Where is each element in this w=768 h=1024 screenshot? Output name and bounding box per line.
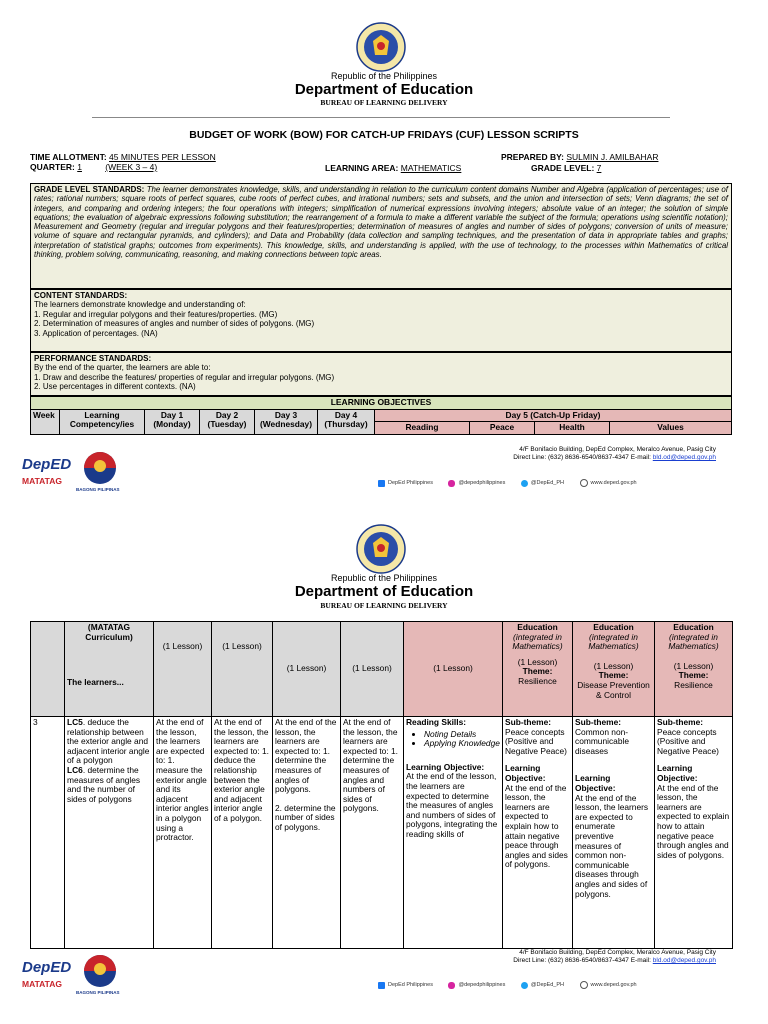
- learning-objective-label: Learning Objective:: [575, 773, 616, 793]
- theme-label: Theme:: [598, 670, 629, 681]
- performance-item: 2. Use percentages in different contexts. (NA): [34, 382, 196, 392]
- performance-item: 1. Draw and describe the features/ properties of regular and irregular polygons. (MG): [34, 372, 335, 382]
- instagram-icon: [448, 480, 455, 487]
- quarter-value: 1: [77, 162, 82, 172]
- peace-cell: [503, 717, 573, 949]
- grade-level: [531, 163, 601, 173]
- sub-reading: Reading: [375, 422, 470, 435]
- reading-objective: At the end of the lesson, the learners are expected to determine the measures of angles and numbers of sides of polygons, integrating the reading skills of: [406, 771, 498, 839]
- subtheme-label: Sub-theme:: [575, 717, 622, 727]
- page-2: [0, 510, 768, 1015]
- learning-area: [325, 163, 461, 173]
- facebook-label: DepEd Philippines: [388, 982, 433, 989]
- week-number: 3: [31, 717, 65, 949]
- health-header-cont: [573, 622, 655, 717]
- list-item: • Noting Details: [424, 730, 500, 740]
- instagram-link[interactable]: [448, 982, 505, 988]
- peace-objective: At the end of the lesson, the learners are expected to explain how to attain negative peace through angles and sides of polygons.: [505, 782, 568, 870]
- bagong-pilipinas-text: BAGONG PILIPINAS: [76, 487, 120, 492]
- email-link[interactable]: bld.od@deped.gov.ph: [652, 957, 716, 964]
- prepared-by-value: SULMIN J. AMILBAHAR: [566, 152, 659, 162]
- day1-cell: At the end of the lesson, the learners are expected to: 1. measure the exterior angle and its adjacent interior angles in a polygon using a protractor.: [154, 717, 212, 949]
- footer-address: [513, 949, 716, 965]
- republic-label: Republic of the Philippines: [330, 71, 438, 81]
- reading-cell: [404, 717, 503, 949]
- prepared-by: [501, 152, 658, 162]
- lc6-text: . determine the measures of angles and the number of sides of polygons: [67, 764, 141, 804]
- content-item: 1. Regular and irregular polygons and their features/properties. (MG): [34, 309, 278, 319]
- website-label: www.deped.gov.ph: [590, 480, 637, 487]
- facebook-icon: [378, 480, 385, 487]
- day2-lesson-count: (1 Lesson): [212, 622, 273, 717]
- sub-health: Health: [535, 422, 610, 435]
- address-line: 4/F Bonifacio Building, DepEd Complex, Meralco Avenue, Pasig City: [519, 446, 716, 453]
- list-item: • Applying Knowledge: [424, 739, 500, 749]
- facebook-link[interactable]: [378, 480, 433, 486]
- quarter-label: QUARTER:: [30, 162, 75, 172]
- values-subtheme: Peace concepts (Positive and Negative Peace): [657, 726, 719, 756]
- instagram-link[interactable]: [448, 480, 505, 486]
- globe-icon: [580, 479, 588, 487]
- grade-level-standards: [30, 183, 732, 289]
- learning-objective-label: Learning Objective:: [406, 761, 485, 772]
- day3-cell: [273, 717, 341, 949]
- sub-peace: Peace: [470, 422, 535, 435]
- values-header-cont: [655, 622, 733, 717]
- reading-skills-list: [406, 730, 500, 749]
- document-title: BUDGET OF WORK (BOW) FOR CATCH-UP FRIDAYS (CUF) LESSON SCRIPTS: [189, 129, 579, 141]
- week-header-cont: [31, 622, 65, 717]
- header-divider: [92, 117, 670, 118]
- bagong-pilipinas-icon: [80, 953, 120, 989]
- matatag-logo-text: MATATAG: [22, 979, 62, 989]
- health-cell: [573, 717, 655, 949]
- deped-matatag-logo: [22, 450, 152, 496]
- col-day2: Day 2 (Tuesday): [200, 409, 255, 434]
- health-lesson-count: (1 Lesson): [593, 660, 634, 671]
- grade-level-value: 7: [596, 163, 602, 173]
- learning-objective-label: Learning Objective:: [505, 763, 546, 783]
- matatag-logo-text: MATATAG: [22, 476, 62, 486]
- content-item: 2. Determination of measures of angles and number of sides of polygons. (MG): [34, 319, 315, 329]
- grade-level-label: GRADE LEVEL:: [531, 163, 595, 173]
- lc5-code: LC5: [67, 717, 83, 727]
- department-title: Department of Education: [294, 583, 474, 600]
- day3-lesson-count: (1 Lesson): [273, 622, 341, 717]
- performance-standards-label: PERFORMANCE STANDARDS:: [34, 354, 152, 363]
- twitter-icon: [521, 982, 528, 989]
- values-lesson-count: (1 Lesson): [673, 660, 714, 671]
- col-day1: Day 1 (Monday): [145, 409, 200, 434]
- values-theme: Resilience: [674, 679, 713, 690]
- theme-label: Theme:: [522, 666, 553, 677]
- deped-seal-icon: [356, 22, 406, 72]
- learning-area-value: MATHEMATICS: [400, 163, 462, 173]
- peace-subtheme: Peace concepts (Positive and Negative Peace): [505, 726, 567, 756]
- learning-objective-label: Learning Objective:: [657, 763, 698, 783]
- performance-standards-intro: By the end of the quarter, the learners are able to:: [34, 363, 211, 373]
- day4-cell: At the end of the lesson, the learners are expected to: 1. determine the measures of angles and numbers of sides of polygons.: [341, 717, 404, 949]
- content-standards-label: CONTENT STANDARDS:: [34, 291, 128, 300]
- bagong-pilipinas-text: BAGONG PILIPINAS: [76, 990, 120, 995]
- bagong-pilipinas-icon: [80, 450, 120, 486]
- instagram-label: @depedphilippines: [458, 982, 506, 989]
- reading-skills-label: Reading Skills:: [406, 717, 467, 727]
- col-competency: Learning Competency/ies: [60, 409, 145, 434]
- reading-lesson-count: (1 Lesson): [404, 622, 503, 717]
- competency-cell: [65, 717, 154, 949]
- republic-label: Republic of the Philippines: [330, 573, 438, 583]
- deped-matatag-logo: [22, 953, 152, 999]
- col-day3: Day 3 (Wednesday): [255, 409, 318, 434]
- deped-logo-text: DepED: [22, 959, 72, 976]
- col-day5: Day 5 (Catch-Up Friday): [375, 409, 732, 422]
- facebook-label: DepEd Philippines: [388, 480, 433, 487]
- matatag-label: (MATATAG Curriculum): [85, 622, 133, 642]
- time-allotment-value: 45 MINUTES PER LESSON: [109, 152, 216, 162]
- day3-objective-2: 2. determine the number of sides of polygons.: [275, 802, 336, 832]
- values-objective: At the end of the lesson, the learners are expected to explain how to attain negative peace through angles and sides of polygons.: [657, 782, 730, 860]
- health-theme: Disease Prevention & Control: [577, 679, 650, 700]
- competency-header-cont: [65, 622, 154, 717]
- lc6-code: LC6: [67, 764, 83, 775]
- time-allotment-label: TIME ALLOTMENT:: [30, 152, 107, 162]
- deped-seal-icon: [356, 524, 406, 574]
- quarter: [30, 162, 169, 172]
- prepared-by-label: PREPARED BY:: [501, 152, 564, 162]
- table-row: [31, 717, 733, 949]
- website-link[interactable]: [580, 982, 637, 988]
- objectives-body-table: [30, 621, 733, 949]
- education-label: Education: [673, 622, 714, 632]
- the-learners-label: The learners...: [67, 677, 124, 688]
- integrated-label: (integrated in Mathematics): [668, 631, 719, 652]
- twitter-link[interactable]: [521, 982, 564, 988]
- email-link[interactable]: bld.od@deped.gov.ph: [652, 454, 716, 461]
- learning-objectives-banner: LEARNING OBJECTIVES: [31, 397, 732, 410]
- health-objective: At the end of the lesson, the learners are expected to enumerate preventive measures of common non-communicable diseases through angles and sides of polygons.: [575, 792, 649, 899]
- performance-standards: [30, 352, 732, 396]
- values-cell: [655, 717, 733, 949]
- lc5-text: . deduce the relationship between the exterior angle and adjacent interior angle of a polygon: [67, 717, 150, 766]
- page-1: [0, 0, 768, 505]
- peace-lesson-count: (1 Lesson): [517, 656, 558, 667]
- website-label: www.deped.gov.ph: [590, 982, 637, 989]
- health-subtheme: Common non-communicable diseases: [575, 726, 629, 756]
- bureau-label: BUREAU OF LEARNING DELIVERY: [320, 98, 448, 107]
- day4-lesson-count: (1 Lesson): [341, 622, 404, 717]
- day1-lesson-count: (1 Lesson): [154, 622, 212, 717]
- twitter-icon: [521, 480, 528, 487]
- theme-label: Theme:: [678, 670, 709, 681]
- bureau-label: BUREAU OF LEARNING DELIVERY: [320, 601, 448, 610]
- direct-line: Direct Line: (632) 8636-6540/8637-4347 E-mail:: [513, 454, 651, 461]
- grade-level-standards-label: GRADE LEVEL STANDARDS:: [34, 185, 145, 194]
- col-week: Week: [31, 409, 60, 434]
- twitter-label: @DepEd_PH: [530, 480, 564, 487]
- instagram-label: @depedphilippines: [458, 480, 506, 487]
- social-links: [378, 479, 651, 487]
- twitter-link[interactable]: [521, 480, 564, 486]
- sub-values: Values: [610, 422, 732, 435]
- direct-line: Direct Line: (632) 8636-6540/8637-4347 E-mail:: [513, 957, 651, 964]
- globe-icon: [580, 981, 588, 989]
- integrated-label: (integrated in Mathematics): [512, 631, 563, 652]
- day3-objective-1: At the end of the lesson, the learners are expected to: 1. determine the measures of angles of polygons.: [275, 717, 337, 795]
- col-day4: Day 4 (Thursday): [318, 409, 375, 434]
- instagram-icon: [448, 982, 455, 989]
- education-label: Education: [593, 622, 634, 632]
- integrated-label: (integrated in Mathematics): [588, 631, 639, 652]
- content-standards-intro: The learners demonstrate knowledge and understanding of:: [34, 300, 246, 310]
- education-label: Education: [517, 622, 558, 632]
- facebook-icon: [378, 982, 385, 989]
- day2-cell: At the end of the lesson, the learners are expected to: 1. deduce the relationship between the exterior angle and adjacent interior angle of a polygon.: [212, 717, 273, 949]
- peace-theme: Resilience: [518, 675, 557, 686]
- website-link[interactable]: [580, 480, 637, 486]
- content-item: 3. Application of percentages. (NA): [34, 328, 158, 338]
- learning-area-label: LEARNING AREA:: [325, 163, 399, 173]
- peace-header-cont: [503, 622, 573, 717]
- week-value: (WEEK 3 – 4): [105, 162, 158, 172]
- address-line: 4/F Bonifacio Building, DepEd Complex, Meralco Avenue, Pasig City: [519, 949, 716, 956]
- twitter-label: @DepEd_PH: [530, 982, 564, 989]
- objectives-header-table: [30, 396, 732, 435]
- facebook-link[interactable]: [378, 982, 433, 988]
- deped-logo-text: DepED: [22, 456, 72, 473]
- time-allotment: [30, 152, 216, 162]
- content-standards: [30, 289, 732, 352]
- subtheme-label: Sub-theme:: [505, 717, 552, 727]
- social-links: [378, 981, 651, 989]
- footer-address: [513, 446, 716, 462]
- grade-level-standards-text: The learner demonstrates knowledge, skills, and understanding in relation to the curriculum content domains Number and Algebra (application of percentages; use of rates; rational numbers; square roots of perfect squares, cube roots of perfect cubes, and irrational numbers; sets and subsets, and the union and intersection of sets; Venn diagrams; the set of integers, and comparing and ordering integers; the four operations with integers; simplification of numerical expressions involving integers; absolute value of an integer; the solution of simple equations; the evaluation of algebraic expressions following substitution; the rearrangement of a formula to make a different variable the subject of the formula; operations using scientific notation); Measurement and Geometry (regular and irregular polygons and their features/properties; determination of measures of angles and number of sides of polygons; conversion of units of measure; volume of square and rectangular pyramids, and cylinders); and Data and Probability (data collection and sampling techniques, and the presentation of data in appropriate tables and graphs; interpretation of statistical graphs; outcomes from experiments). This knowledge, skills, and understanding is applied, with the use of technology, to the processes within Mathematics of critical thinking, problem solving, communicating, reasoning, and making connections between topic areas.: [34, 185, 728, 260]
- department-title: Department of Education: [294, 81, 474, 98]
- subtheme-label: Sub-theme:: [657, 717, 704, 727]
